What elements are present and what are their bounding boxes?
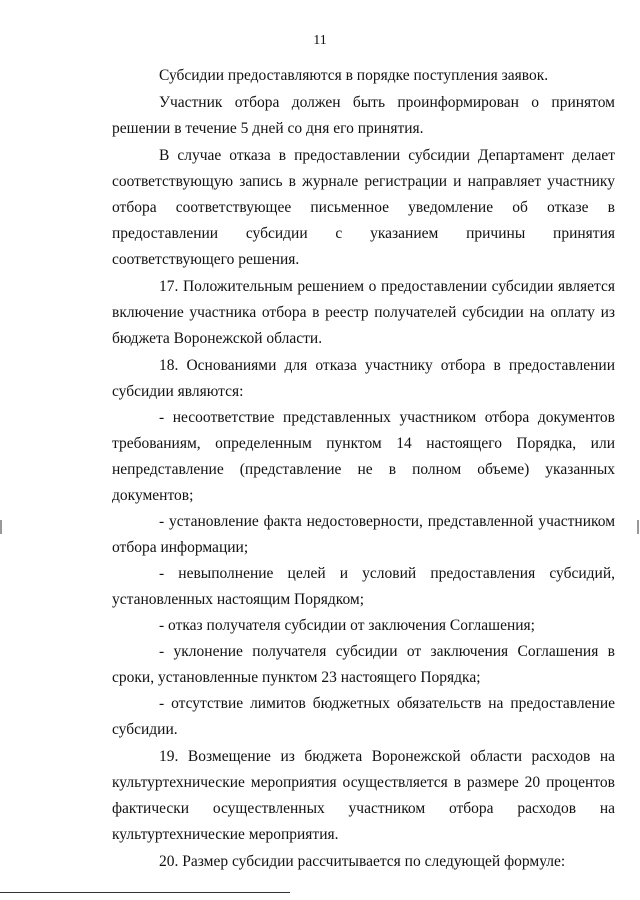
page-number: 11 (313, 33, 327, 48)
list-item-refusal-agreement: - отказ получателя субсидии от заключения Соглашения; (159, 617, 535, 634)
paragraph-notification: Участник отбора должен быть проинформирован о принятом решении в течение 5 дней со дня его принятия. (112, 94, 615, 137)
footer-rule (0, 892, 290, 893)
list-item-mismatch: - несоответствие представленных участником отбора документов требованиям, определенным пунктом 14 настоящего Порядка, или непредставление (представление не в полном объеме) указанных документов; (112, 409, 615, 504)
paragraph-20: 20. Размер субсидии рассчитывается по следующей формуле: (159, 853, 566, 870)
list-item-non-fulfillment: - невыполнение целей и условий предоставления субсидий, установленных настоящим Порядком; (112, 565, 615, 608)
scan-mark-left (0, 520, 2, 534)
list-item-no-limits: - отсутствие лимитов бюджетных обязательств на предоставление субсидии. (112, 695, 615, 738)
paragraph-refusal-record: В случае отказа в предоставлении субсидии Департамент делает соответствующую запись в журнале регистрации и направляет участнику отбора соответствующее письменное уведомление об отказе в предоставлении субсидии с указанием причины принятия соответствующего решения. (112, 147, 615, 268)
list-item-false-info: - установление факта недостоверности, представленной участником отбора информации; (112, 513, 615, 556)
paragraph-17: 17. Положительным решением о предоставлении субсидии является включение участника отбора в реестр получателей субсидии на оплату из бюджета Воронежской области. (112, 278, 615, 347)
paragraph-subsidy-order: Субсидии предоставляются в порядке поступления заявок. (159, 67, 549, 84)
paragraph-18: 18. Основаниями для отказа участнику отбора в предоставлении субсидии являются: (112, 357, 615, 400)
paragraph-19: 19. Возмещение из бюджета Воронежской области расходов на культуртехнические мероприятия осуществляется в размере 20 процентов фактически осуществленных участником отбора расходов на культуртехнические мероприятия. (112, 748, 615, 843)
list-item-evasion: - уклонение получателя субсидии от заключения Соглашения в сроки, установленные пунктом 23 настоящего Порядка; (112, 643, 615, 686)
document-body (112, 63, 615, 875)
scan-mark-right (637, 520, 639, 534)
